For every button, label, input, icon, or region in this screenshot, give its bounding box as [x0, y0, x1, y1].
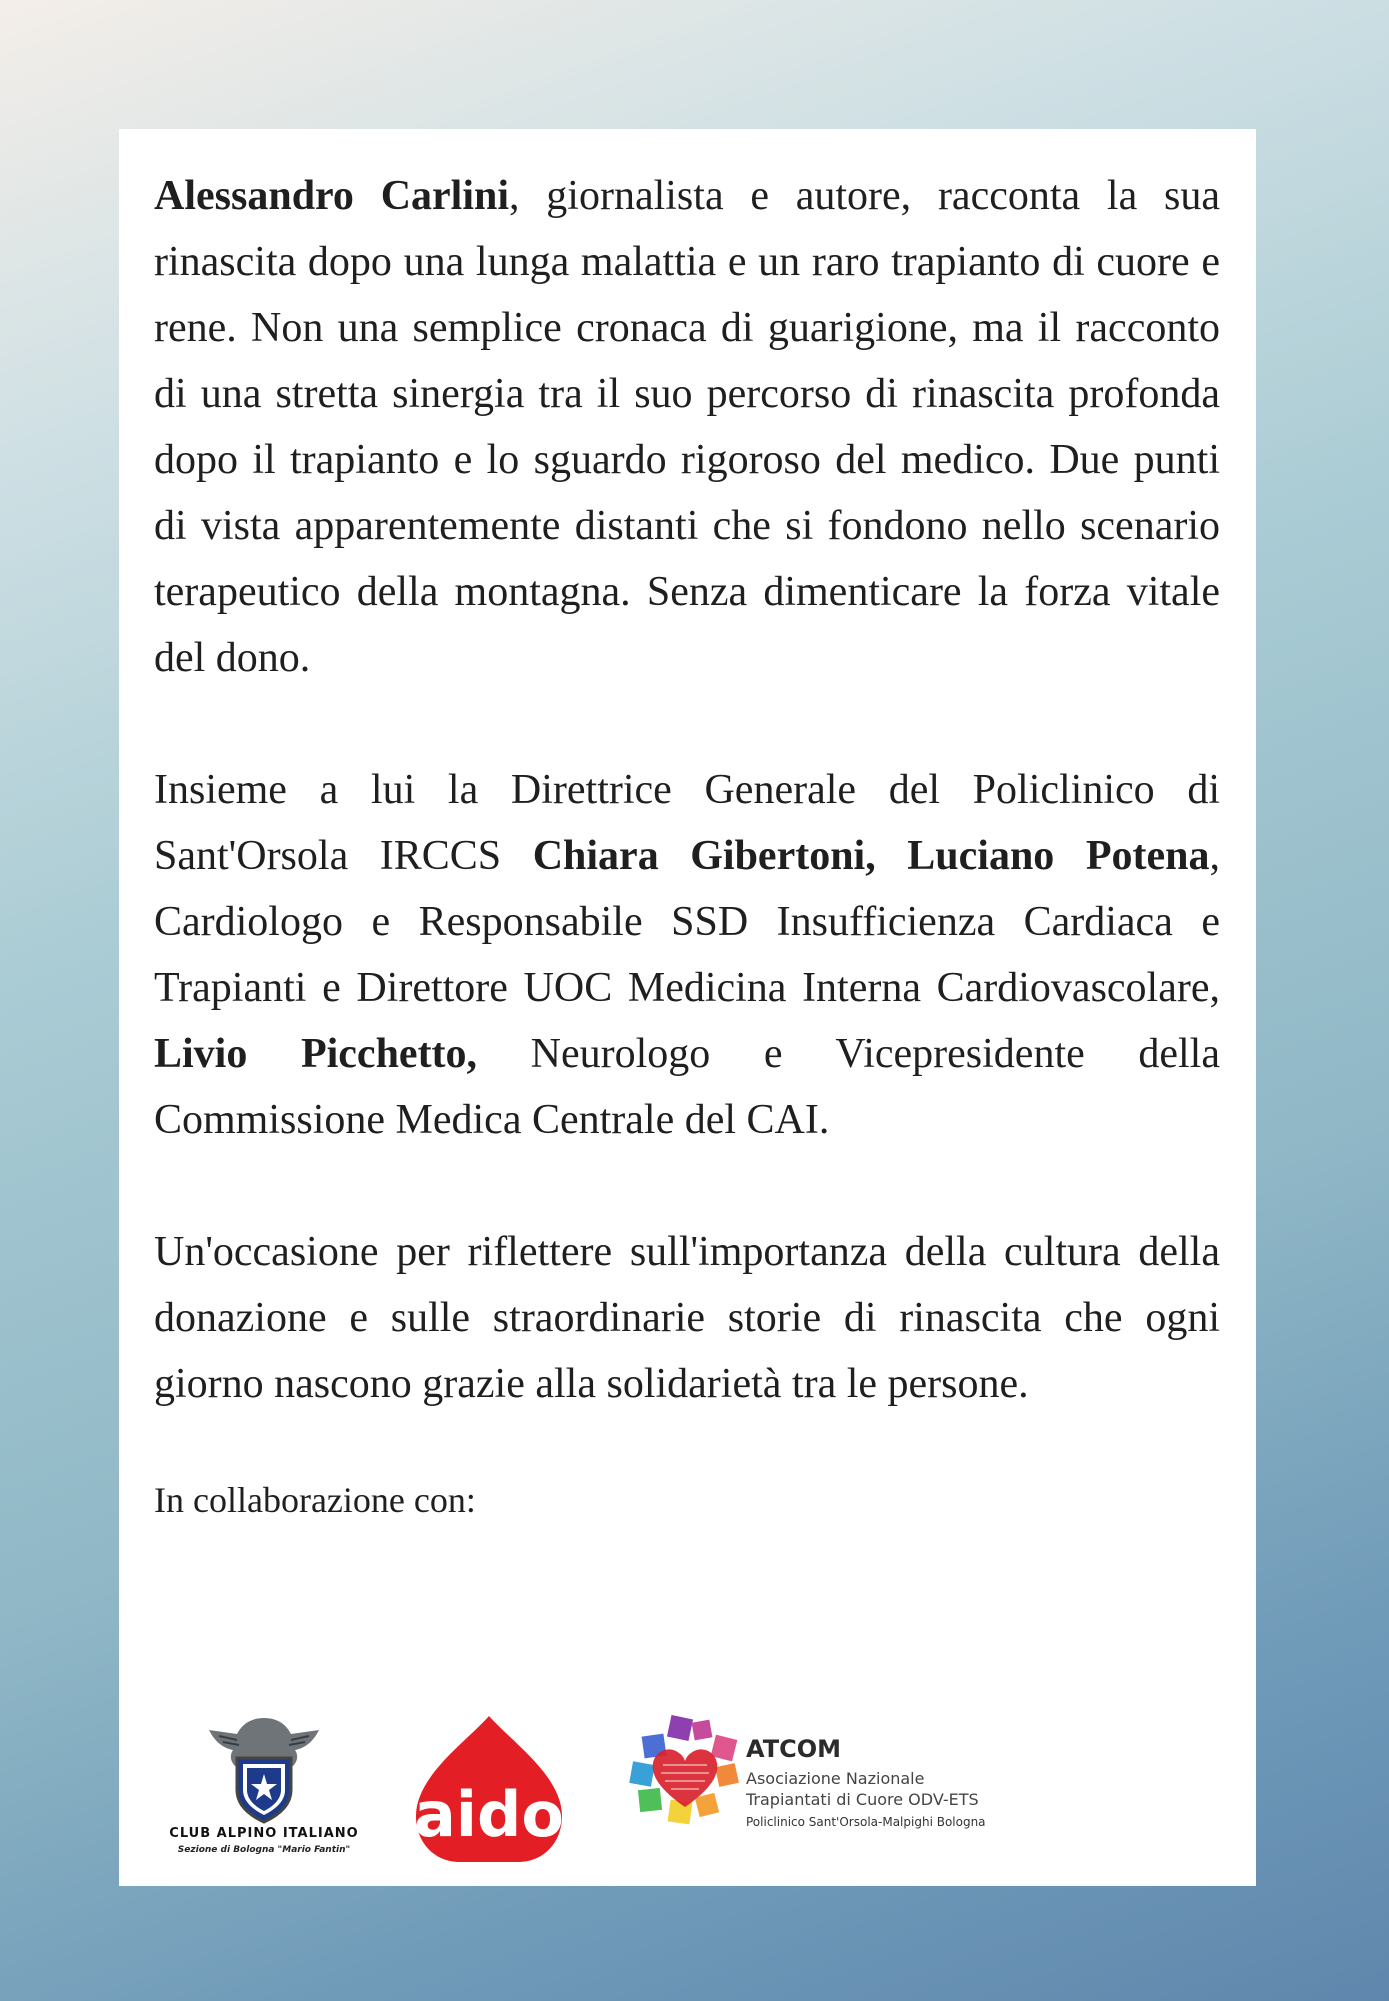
atcom-logo: [629, 1715, 1049, 1845]
collaboration-label: In collaborazione con:: [154, 1480, 476, 1520]
paragraph-intro: [154, 163, 1220, 691]
atcom-title: ATCOM: [746, 1735, 841, 1763]
guest-names-1: Chiara Gibertoni, Luciano Potena: [532, 833, 1210, 879]
atcom-heart-logo-icon: [629, 1715, 741, 1827]
cai-name: CLUB ALPINO ITALIANO: [169, 1826, 359, 1841]
aido-logo: [404, 1712, 574, 1867]
aido-drop-logo-icon: [404, 1712, 574, 1867]
aido-wordmark: aido: [413, 1778, 565, 1851]
intro-text: , giornalista e autore, racconta la sua rinascita dopo una lunga malattia e un raro trapianto di cuore e rene. Non una semplice cronaca di guarigione, ma il racconto di una stretta sinergia tra il suo percorso di rinascita profonda dopo il trapianto e lo sguardo rigoroso del medico. Due punti di vista apparentemente distanti che si fondono nello scenario terapeutico della montagna. Senza dimenticare la forza vitale del dono.: [154, 173, 1220, 681]
cai-logo: [149, 1712, 379, 1862]
guests-intro: Insieme a lui la Direttrice Generale del Policlinico di Sant'Orsola IRCCS: [154, 767, 1220, 879]
closing-text: Un'occasione per riflettere sull'importanza della cultura della donazione e sulle straordinarie storie di rinascita che ogni giorno nascono grazie alla solidarietà tra le persone.: [154, 1229, 1220, 1407]
paragraph-closing: [154, 1219, 1220, 1417]
cai-section: Sezione di Bologna "Mario Fantin": [177, 1845, 351, 1855]
guest-name-2: Livio Picchetto,: [154, 1031, 478, 1077]
cai-eagle-shield-logo-icon: [149, 1712, 379, 1824]
partner-logos: [119, 1712, 1256, 1872]
atcom-line-2: Trapiantati di Cuore ODV-ETS: [746, 1790, 979, 1809]
guest-role-1: , Cardiologo e Responsabile SSD Insufficienza Cardiaca e Trapianti e Direttore UOC Medicina Interna Cardiovascolare,: [154, 833, 1220, 1011]
author-name: Alessandro Carlini: [154, 173, 510, 219]
atcom-line-3: Policlinico Sant'Orsola-Malpighi Bologna: [746, 1815, 986, 1829]
paragraph-guests: [154, 757, 1220, 1153]
atcom-line-1: Asociazione Nazionale: [746, 1769, 925, 1788]
guest-role-2: Neurologo e Vicepresidente della Commissione Medica Centrale del CAI.: [154, 1031, 1220, 1143]
content-card: [119, 129, 1256, 1886]
